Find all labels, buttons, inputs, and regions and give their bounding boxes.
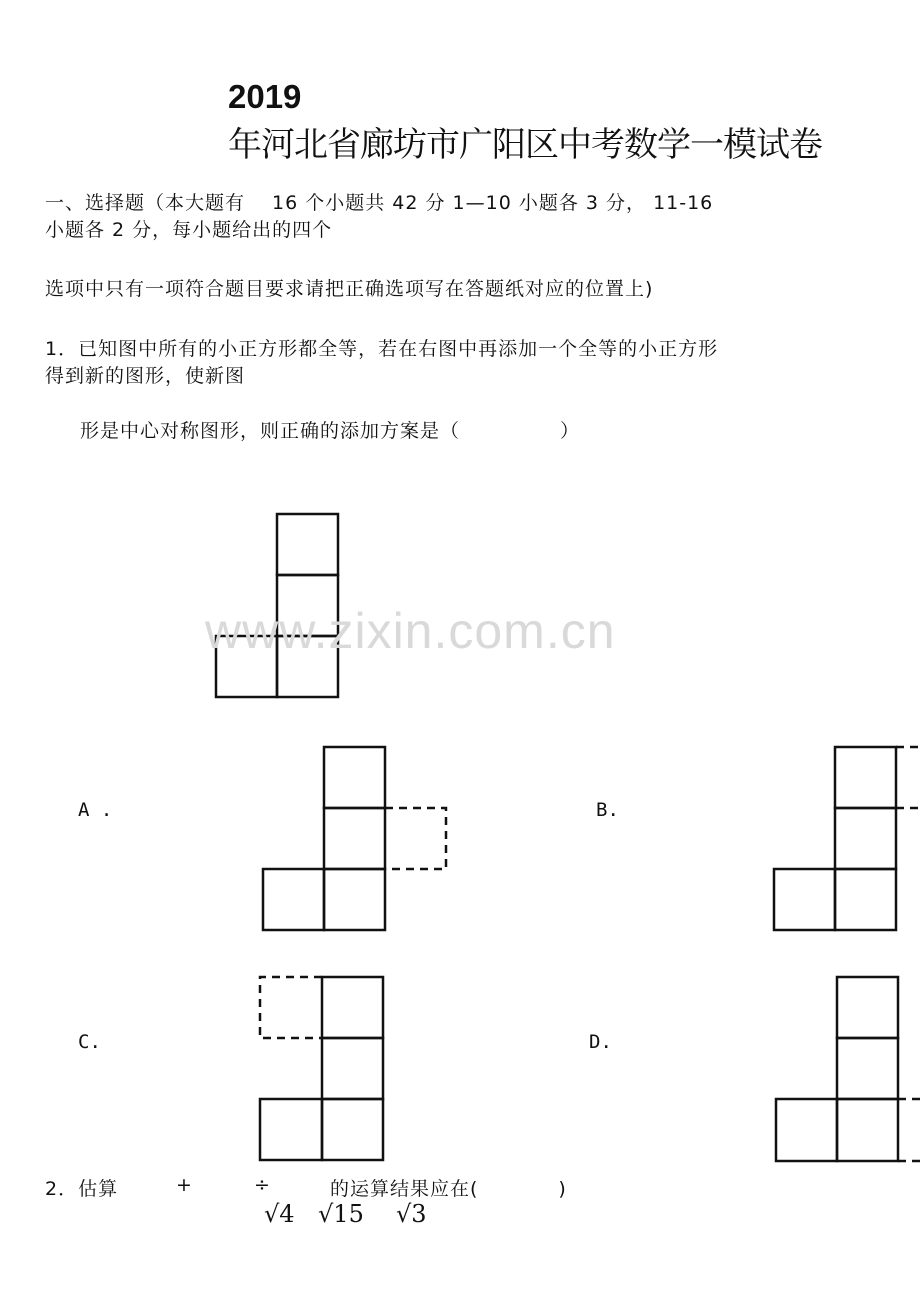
paper-year: 2019 <box>228 78 302 115</box>
paper-title: 年河北省廊坊市广阳区中考数学一模试卷 <box>228 125 822 165</box>
option-d-figure <box>775 976 920 1164</box>
option-c-figure <box>259 976 387 1162</box>
question-1-line-3: 形是中心对称图形，则正确的添加方案是（ ） <box>80 420 581 442</box>
option-d-label: D. <box>589 1031 612 1053</box>
option-a-label: A . <box>78 799 113 821</box>
option-b-figure <box>773 746 920 932</box>
sqrt-15: √15 <box>318 1200 364 1228</box>
option-c-label: C. <box>78 1031 101 1053</box>
question-1-line-2: 得到新的图形，使新图 <box>45 365 246 387</box>
question-2-suffix: 的运算结果应在( ) <box>330 1178 567 1200</box>
section-instructions-line-2: 小题各 2 分，每小题给出的四个 <box>45 219 333 241</box>
option-b-label: B. <box>596 799 619 821</box>
question-1-line-1: 1．已知图中所有的小正方形都全等，若在右图中再添加一个全等的小正方形 <box>45 338 719 360</box>
question-2-plus: + <box>176 1174 193 1196</box>
watermark: www.zixin.com.cn <box>205 603 616 659</box>
question-2-prefix: 2．估算 <box>45 1178 119 1200</box>
sqrt-4: √4 <box>264 1200 295 1228</box>
section-instructions-line-3: 选项中只有一项符合题目要求请把正确选项写在答题纸对应的位置上) <box>45 278 654 300</box>
question-2-divide: ÷ <box>254 1174 271 1196</box>
option-a-figure <box>262 746 452 932</box>
section-instructions-line-1: 一、选择题（本大题有 16 个小题共 42 分 1—10 小题各 3 分， 11-16 <box>45 192 714 214</box>
sqrt-3: √3 <box>396 1200 427 1228</box>
